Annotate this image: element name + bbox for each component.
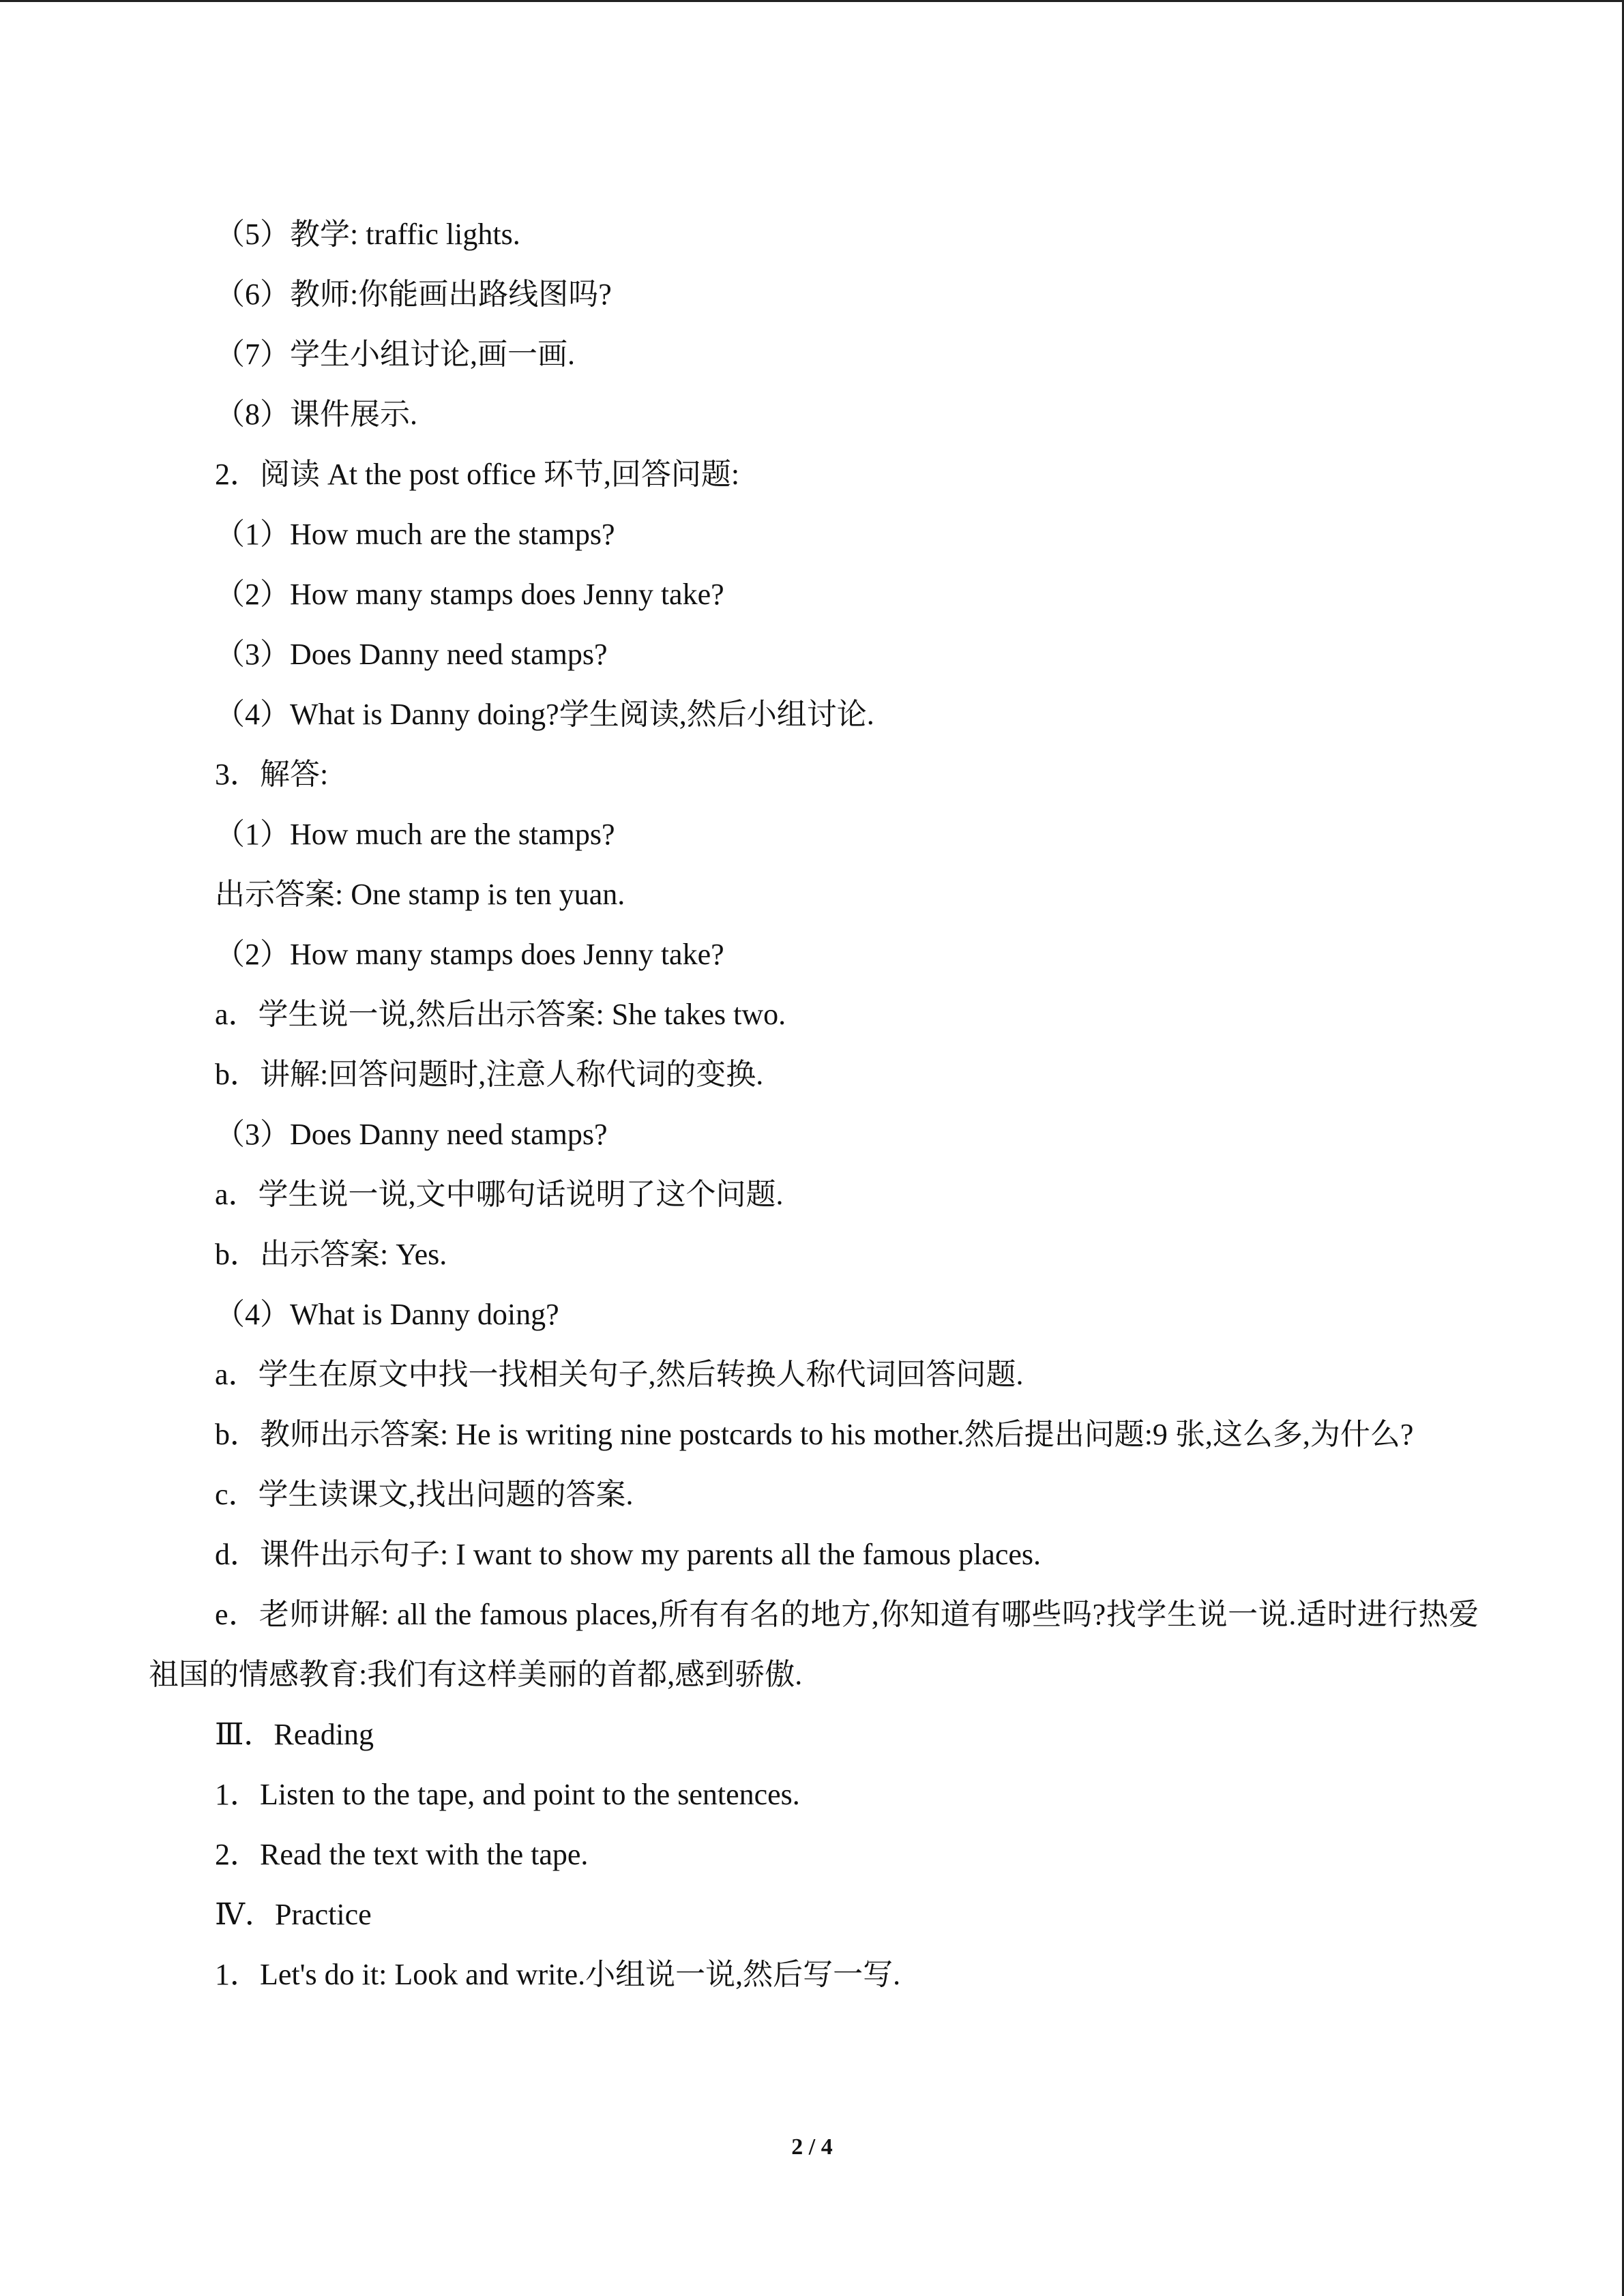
text-line: （2）How many stamps does Jenny take? bbox=[215, 938, 724, 971]
text-line: d．课件出示句子: I want to show my parents all the famous places. bbox=[215, 1538, 1042, 1571]
text-line: （8）课件展示. bbox=[215, 398, 417, 431]
text-line: （3）Does Danny need stamps? bbox=[215, 638, 608, 671]
section-heading: Ⅳ．Practice bbox=[215, 1898, 372, 1931]
text-line: （6）教师:你能画出路线图吗? bbox=[215, 278, 612, 311]
text-line: a．学生在原文中找一找相关句子,然后转换人称代词回答问题. bbox=[215, 1358, 1024, 1391]
text-line: 1．Listen to the tape, and point to the sentences. bbox=[215, 1778, 800, 1811]
text-line: （2）How many stamps does Jenny take? bbox=[215, 578, 724, 611]
text-line: 1．Let's do it: Look and write.小组说一说,然后写一写. bbox=[215, 1958, 901, 1991]
text-paragraph: e．老师讲解: all the famous places,所有有名的地方,你知道有哪些吗?找学生说一说.适时进行热爱祖国的情感教育:我们有这样美丽的首都,感到骄傲. bbox=[149, 1598, 1479, 1691]
section-heading: Ⅲ．Reading bbox=[215, 1718, 374, 1751]
text-line: b．讲解:回答问题时,注意人称代词的变换. bbox=[215, 1058, 764, 1091]
text-line: 2．Read the text with the tape. bbox=[215, 1838, 589, 1871]
text-line: （4）What is Danny doing? bbox=[215, 1298, 559, 1331]
text-line: 出示答案: One stamp is ten yuan. bbox=[215, 878, 625, 911]
document-body bbox=[149, 205, 1479, 2005]
text-line: 2．阅读 At the post office 环节,回答问题: bbox=[215, 458, 740, 491]
text-line: （5）教学: traffic lights. bbox=[215, 218, 520, 251]
text-line: （3）Does Danny need stamps? bbox=[215, 1118, 608, 1151]
text-line: a．学生说一说,文中哪句话说明了这个问题. bbox=[215, 1178, 784, 1211]
text-line: 3．解答: bbox=[215, 758, 329, 791]
text-line: （4）What is Danny doing?学生阅读,然后小组讨论. bbox=[215, 698, 874, 731]
text-paragraph: b．教师出示答案: He is writing nine postcards to his mother.然后提出问题:9 张,这么多,为什么? bbox=[215, 1418, 1414, 1451]
text-line: c．学生读课文,找出问题的答案. bbox=[215, 1478, 634, 1511]
text-line: b．出示答案: Yes. bbox=[215, 1238, 447, 1271]
page-number: 2 / 4 bbox=[791, 2134, 833, 2160]
text-line: （1）How much are the stamps? bbox=[215, 518, 615, 551]
text-line: a．学生说一说,然后出示答案: She takes two. bbox=[215, 998, 786, 1031]
text-line: （7）学生小组讨论,画一画. bbox=[215, 338, 575, 371]
text-line: （1）How much are the stamps? bbox=[215, 818, 615, 851]
